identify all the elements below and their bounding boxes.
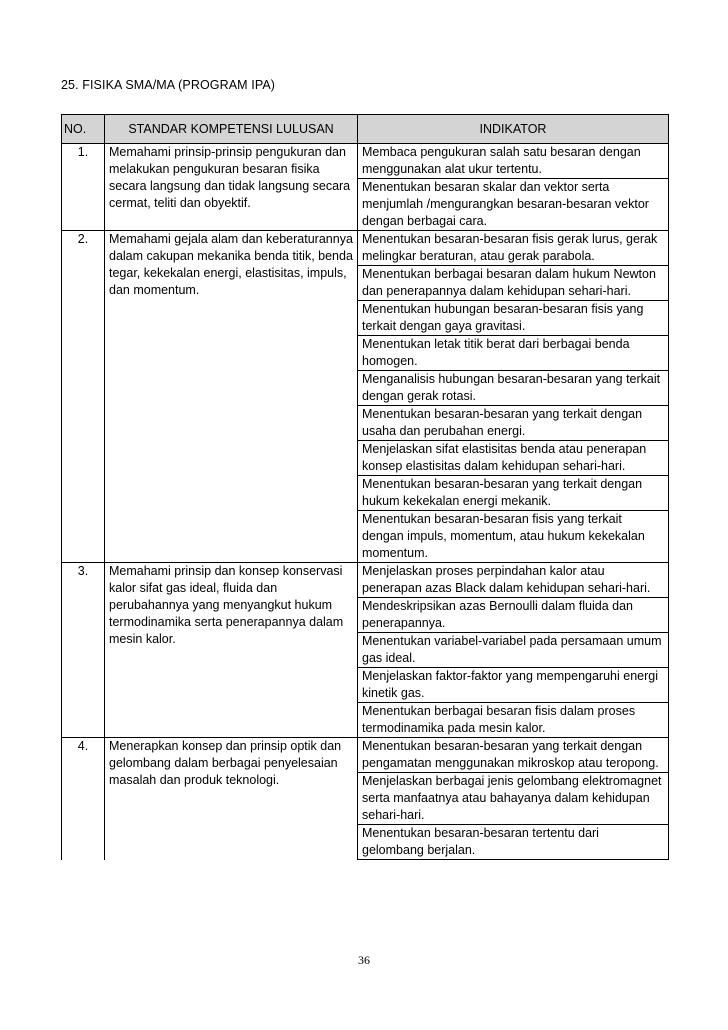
indikator-cell: Menjelaskan berbagai jenis gelombang elektromagnet serta manfaatnya atau bahayanya dalam kehidupan sehari-hari. [358,773,669,825]
document-heading: 25. FISIKA SMA/MA (PROGRAM IPA) [61,78,276,92]
indikator-cell: Menentukan besaran-besaran fisis gerak lurus, gerak melingkar beraturan, atau gerak parabola. [358,231,669,266]
indikator-cell: Mendeskripsikan azas Bernoulli dalam fluida dan penerapannya. [358,598,669,633]
standar-kompetensi-cell: Memahami gejala alam dan keberaturannya dalam cakupan mekanika benda titik, benda tegar, kekekalan energi, elastisitas, impuls, dan momentum. [105,231,358,563]
standar-kompetensi-cell: Memahami prinsip dan konsep konservasi kalor sifat gas ideal, fluida dan perubahannya yang menyangkut hukum termodinamika serta penerapannya dalam mesin kalor. [105,563,358,738]
row-number: 1. [62,144,105,231]
table-row [62,738,669,773]
competency-table [61,114,669,860]
indikator-cell: Menentukan besaran-besaran yang terkait dengan pengamatan menggunakan mikroskop atau teropong. [358,738,669,773]
indikator-cell: Menentukan variabel-variabel pada persamaan umum gas ideal. [358,633,669,668]
standar-kompetensi-cell: Memahami prinsip-prinsip pengukuran dan melakukan pengukuran besaran fisika secara langsung dan tidak langsung secara cermat, teliti dan obyektif. [105,144,358,231]
indikator-cell: Menentukan berbagai besaran fisis dalam proses termodinamika pada mesin kalor. [358,703,669,738]
table-row [62,563,669,598]
header-indikator: INDIKATOR [358,115,669,144]
indikator-cell: Menentukan besaran-besaran tertentu dari gelombang berjalan. [358,825,669,860]
table-body [62,144,669,860]
standar-kompetensi-cell: Menerapkan konsep dan prinsip optik dan gelombang dalam berbagai penyelesaian masalah dan produk teknologi. [105,738,358,860]
indikator-cell: Menjelaskan proses perpindahan kalor atau penerapan azas Black dalam kehidupan sehari-hari. [358,563,669,598]
indikator-cell: Menjelaskan sifat elastisitas benda atau penerapan konsep elastisitas dalam kehidupan sehari-hari. [358,441,669,476]
indikator-cell: Menentukan besaran skalar dan vektor serta menjumlah /mengurangkan besaran-besaran vektor dengan berbagai cara. [358,179,669,231]
table-row [62,144,669,179]
header-no: NO. [62,115,105,144]
indikator-cell: Menentukan letak titik berat dari berbagai benda homogen. [358,336,669,371]
indikator-cell: Membaca pengukuran salah satu besaran dengan menggunakan alat ukur tertentu. [358,144,669,179]
indikator-cell: Menentukan berbagai besaran dalam hukum Newton dan penerapannya dalam kehidupan sehari-hari. [358,266,669,301]
header-standar-kompetensi: STANDAR KOMPETENSI LULUSAN [105,115,358,144]
indikator-cell: Menentukan besaran-besaran yang terkait dengan usaha dan perubahan energi. [358,406,669,441]
indikator-cell: Menentukan besaran-besaran fisis yang terkait dengan impuls, momentum, atau hukum kekekalan momentum. [358,511,669,563]
indikator-cell: Menentukan hubungan besaran-besaran fisis yang terkait dengan gaya gravitasi. [358,301,669,336]
row-number: 4. [62,738,105,860]
indikator-cell: Menganalisis hubungan besaran-besaran yang terkait dengan gerak rotasi. [358,371,669,406]
table-row [62,231,669,266]
indikator-cell: Menjelaskan faktor-faktor yang mempengaruhi energi kinetik gas. [358,668,669,703]
table-header [62,115,669,144]
indikator-cell: Menentukan besaran-besaran yang terkait dengan hukum kekekalan energi mekanik. [358,476,669,511]
row-number: 3. [62,563,105,738]
row-number: 2. [62,231,105,563]
page-number: 36 [358,953,370,967]
